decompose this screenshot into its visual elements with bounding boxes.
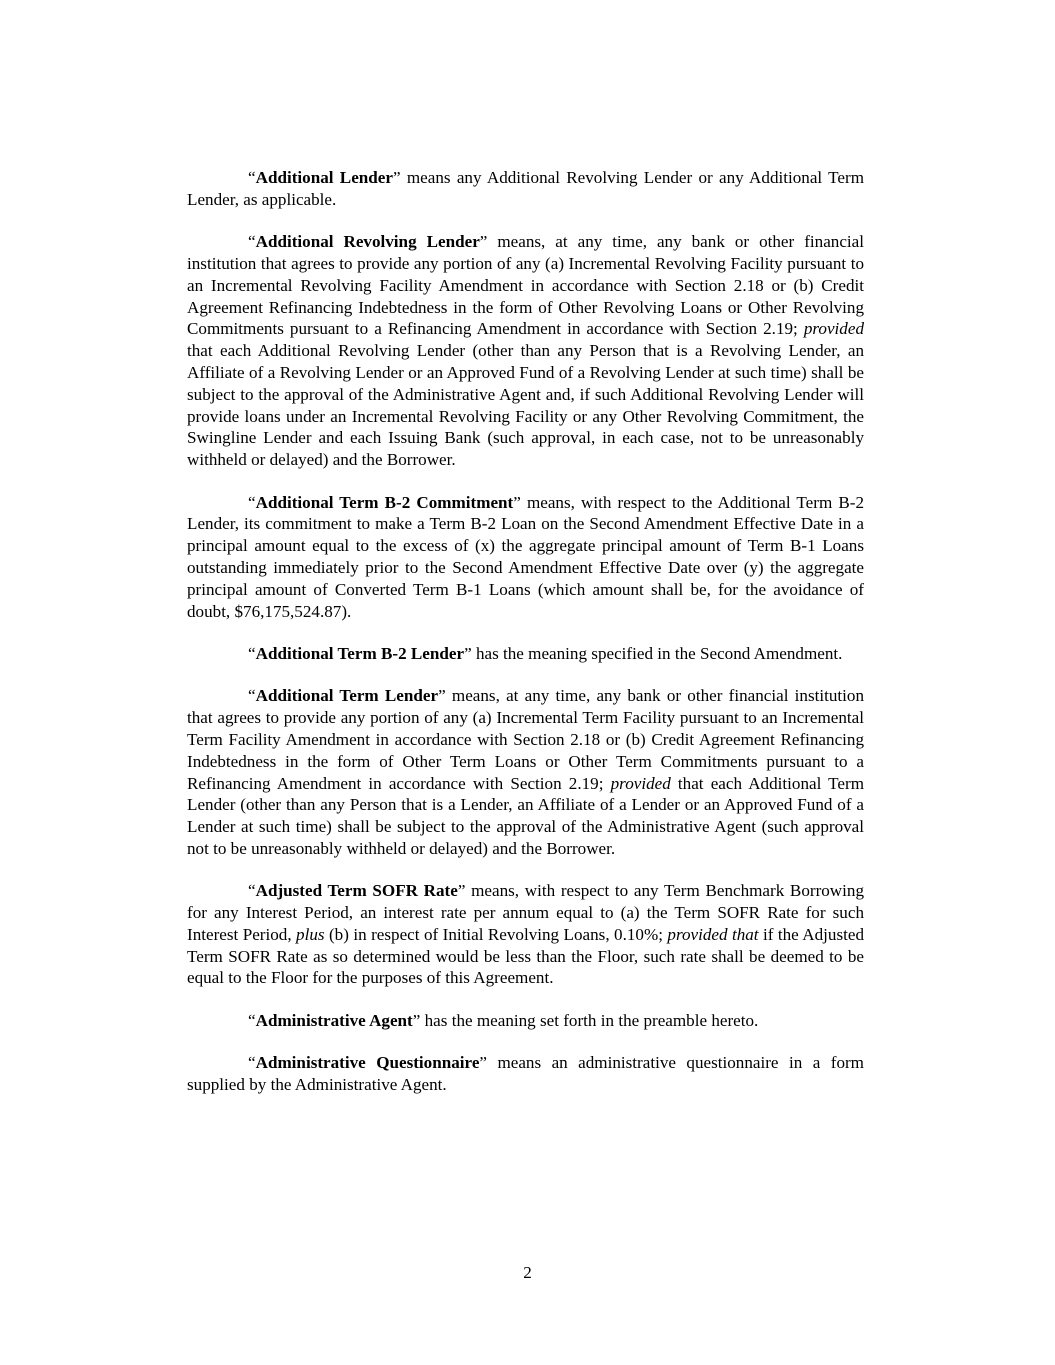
definition-paragraph: “Administrative Agent” has the meaning set forth in the preamble hereto. — [248, 1010, 759, 1030]
defined-term: Additional Term B-2 Lender — [255, 643, 465, 663]
definition-paragraph: “Administrative Questionnaire” means an administrative questionnaire in a form supplied by the Administrative Agent. — [187, 1053, 864, 1095]
definition-text: (b) in respect of Initial Revolving Loans, 0.10%; — [324, 924, 668, 944]
italic-text: provided that — [667, 924, 759, 944]
definition-paragraph: “Additional Lender” means any Additional Revolving Lender or any Additional Term Lender, as applicable. — [187, 168, 864, 209]
definition-paragraph: “Additional Revolving Lender” means, at any time, any bank or other financial institution that agrees to provide any portion of any (a) Incremental Revolving Facility pursuant to an Incremental Revolving Facility Amendment in accordance with Section 2.18 or (b) Credit Agreement Refinancing Indebtedness in the form of Other Revolving Loans or Other Revolving Commitments pursuant to a Refinancing Amendment in accordance with Section 2.19; provided that each Additional Revolving Lender (other than any Person that is a Revolving Lender, an Affiliate of a Revolving Lender or an Approved Fund of a Revolving Lender at such time) shall be subject to the approval of the Administrative Agent and, if such Additional Revolving Lender will provide loans under an Incremental Revolving Facility or any Other Revolving Commitment, the Swingline Lender and each Issuing Bank (such approval, in each case, not to be unreasonably withheld or delayed) and the Borrower. — [187, 232, 864, 470]
definition-text: means an administrative questionnaire in a form supplied by the Administrative Agent. — [187, 1053, 864, 1095]
definition-paragraph: “Adjusted Term SOFR Rate” means, with respect to any Term Benchmark Borrowing for any Interest Period, an interest rate per annum equal to (a) the Term SOFR Rate for such Interest Period, plus (b) in respect of Initial Revolving Loans, 0.10%; provided that if the Adjusted Term SOFR Rate as so determined would be less than the Floor, such rate shall be deemed to be equal to the Floor for the purposes of this Agreement. — [187, 881, 864, 988]
defined-term: Administrative Agent — [255, 1010, 413, 1030]
definition-text: that each Additional Revolving Lender (other than any Person that is a Revolving Lender, an Affiliate of a Revolving Lender or an Approved Fund of a Revolving Lender at such time) shall be subject to the approval of the Administrative Agent and, if such Additional Revolving Lender will provide loans under an Incremental Revolving Facility or any Other Revolving Commitment, the Swingline Lender and each Issuing Bank (such approval, in each case, not to be unreasonably withheld or delayed) and the Borrower. — [187, 341, 864, 470]
italic-text: provided — [610, 773, 671, 793]
document-page — [187, 167, 864, 1116]
definition-paragraph: “Additional Term B-2 Commitment” means, with respect to the Additional Term B-2 Lender, its commitment to make a Term B-2 Loan on the Second Amendment Effective Date in a principal amount equal to the excess of (x) the aggregate principal amount of Term B-1 Loans outstanding immediately prior to the Second Amendment Effective Date over (y) the aggregate principal amount of Converted Term B-1 Loans (which amount shall be, for the avoidance of doubt, $76,175,524.87). — [187, 492, 864, 621]
defined-term: Additional Revolving Lender — [255, 232, 480, 252]
definition-text: that each Additional Term Lender (other than any Person that is a Lender, an Affiliate of a Lender or an Approved Fund of a Lender at such time) shall be subject to the approval of the Administrative Agent (such approval not to be unreasonably withheld or delayed) and the Borrower. — [187, 773, 864, 858]
defined-term: Additional Term B-2 Commitment — [255, 492, 514, 512]
definition-text: if the Adjusted Term SOFR Rate as so determined would be less than the Floor, such rate shall be deemed to be equal to the Floor for the purposes of this Agreement. — [187, 924, 864, 988]
definition-text: has the meaning specified in the Second Amendment. — [471, 643, 843, 663]
definition-text: means, at any time, any bank or other financial institution that agrees to provide any portion of any (a) Incremental Term Facility pursuant to an Incremental Term Facility Amendment in accordance with Section 2.18 or (b) Credit Agreement Refinancing Indebtedness in the form of Other Term Loans or Other Term Commitments pursuant to a Refinancing Amendment in accordance with Section 2.19; — [187, 686, 865, 793]
definition-text: means, with respect to the Additional Term B-2 Lender, its commitment to make a Term B-2 Loan on the Second Amendment Effective Date in a principal amount equal to the excess of (x) the aggregate principal amount of Term B-1 Loans outstanding immediately prior to the Second Amendment Effective Date over (y) the aggregate principal amount of Converted Term B-1 Loans (which amount shall be, for the avoidance of doubt, $76,175,524.87). — [187, 492, 864, 621]
definition-text: has the meaning set forth in the preamble hereto. — [420, 1010, 759, 1030]
italic-text: plus — [296, 924, 325, 944]
definition-paragraph: “Additional Term B-2 Lender” has the meaning specified in the Second Amendment. — [248, 643, 843, 663]
defined-term: Administrative Questionnaire — [255, 1053, 480, 1073]
defined-term: Adjusted Term SOFR Rate — [255, 881, 458, 901]
definition-paragraph: “Additional Term Lender” means, at any time, any bank or other financial institution that agrees to provide any portion of any (a) Incremental Term Facility pursuant to an Incremental Term Facility Amendment in accordance with Section 2.18 or (b) Credit Agreement Refinancing Indebtedness in the form of Other Term Loans or Other Term Commitments pursuant to a Refinancing Amendment in accordance with Section 2.19; provided that each Additional Term Lender (other than any Person that is a Lender, an Affiliate of a Lender or an Approved Fund of a Lender at such time) shall be subject to the approval of the Administrative Agent (such approval not to be unreasonably withheld or delayed) and the Borrower. — [187, 686, 865, 858]
definition-text: means, at any time, any bank or other financial institution that agrees to provide any portion of any (a) Incremental Revolving Facility pursuant to an Incremental Revolving Facility Amendment in accordance with Section 2.18 or (b) Credit Agreement Refinancing Indebtedness in the form of Other Revolving Loans or Other Revolving Commitments pursuant to a Refinancing Amendment in accordance with Section 2.19; — [187, 232, 864, 339]
defined-term: Additional Term Lender — [255, 686, 439, 706]
defined-term: Additional Lender — [255, 168, 393, 187]
definition-text: means any Additional Revolving Lender or any Additional Term Lender, as applicable. — [187, 168, 864, 209]
definition-text: means, with respect to any Term Benchmark Borrowing for any Interest Period, an interest rate per annum equal to (a) the Term SOFR Rate for such Interest Period, — [187, 881, 864, 944]
italic-text: provided — [803, 319, 864, 339]
page-number: 2 — [523, 1263, 532, 1282]
